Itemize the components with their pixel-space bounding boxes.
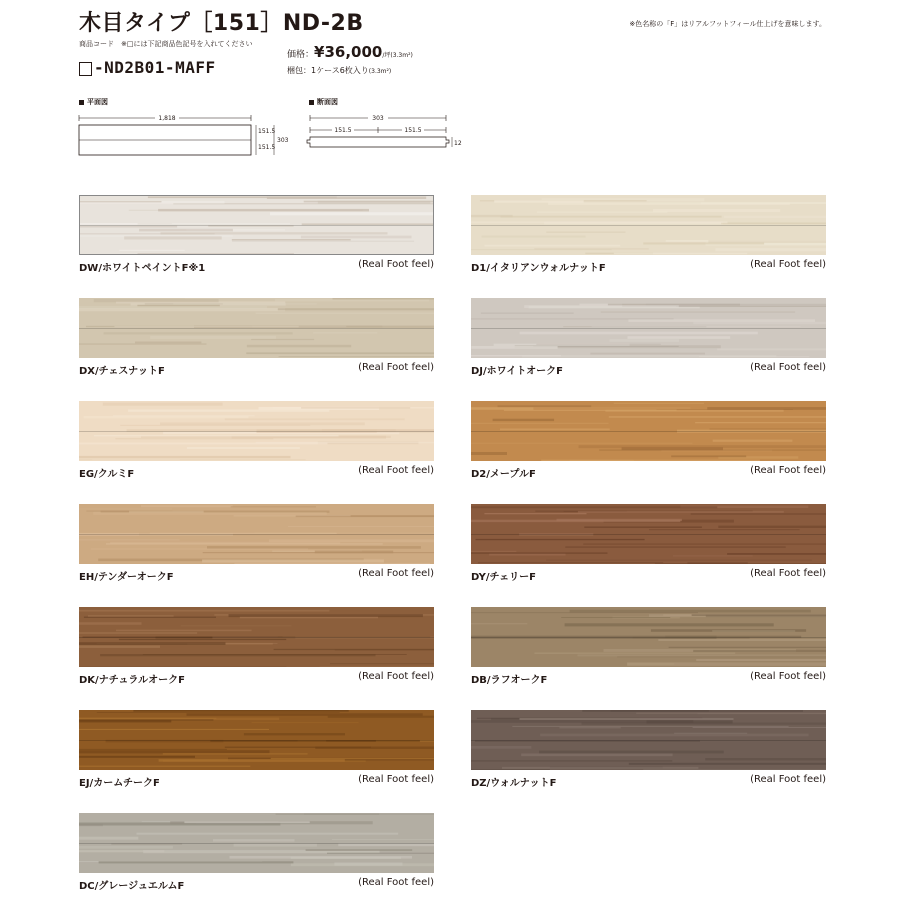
swatch-finish-label: (Real Foot feel) <box>358 259 434 270</box>
swatch-name: EG/クルミF <box>79 469 135 480</box>
section-thickness: 12 <box>454 140 462 147</box>
swatch-finish-label: (Real Foot feel) <box>750 259 826 270</box>
floor-swatch <box>471 504 826 564</box>
swatch-finish-label: (Real Foot feel) <box>750 671 826 682</box>
floor-swatch <box>471 298 826 358</box>
plank-joint <box>79 534 434 535</box>
plan-half-bottom: 151.5 <box>258 144 276 151</box>
swatch-finish-label: (Real Foot feel) <box>358 568 434 579</box>
swatch-finish-label: (Real Foot feel) <box>750 568 826 579</box>
swatch-name: DW/ホワイトペイントF※1 <box>79 263 206 274</box>
plank-joint <box>79 431 434 432</box>
plank-joint <box>471 534 826 535</box>
plan-view-label: 平面図 <box>79 97 108 107</box>
floor-swatch <box>79 504 434 564</box>
color-code-box <box>79 62 92 76</box>
plank-joint <box>79 328 434 329</box>
swatch-finish-label: (Real Foot feel) <box>358 877 434 888</box>
plank-joint <box>471 328 826 329</box>
swatch-name: DX/チェスナットF <box>79 366 165 377</box>
swatch-name: DY/チェリーF <box>471 572 536 583</box>
price-value: ¥36,000 <box>314 43 383 61</box>
floor-swatch <box>471 710 826 770</box>
swatch-name: D1/イタリアンウォルナットF <box>471 263 606 274</box>
plan-total-width: 303 <box>277 137 289 144</box>
floor-swatch <box>79 710 434 770</box>
plank-joint <box>471 225 826 226</box>
swatch-finish-label: (Real Foot feel) <box>358 465 434 476</box>
swatch-name: DJ/ホワイトオークF <box>471 366 563 377</box>
swatch-finish-label: (Real Foot feel) <box>358 362 434 373</box>
swatch-finish-label: (Real Foot feel) <box>358 774 434 785</box>
floor-swatch <box>471 195 826 255</box>
section-view-label: 断面図 <box>309 97 338 107</box>
floor-swatch <box>471 401 826 461</box>
plank-joint <box>79 637 434 638</box>
plank-joint <box>79 843 434 844</box>
swatch-name: DB/ラフオークF <box>471 675 548 686</box>
product-code: -ND2B01-MAFF <box>94 58 216 77</box>
swatch-name: EH/テンダーオークF <box>79 572 174 583</box>
plan-half-top: 151.5 <box>258 128 276 135</box>
price-unit: /坪(3.3m²) <box>382 52 413 59</box>
plank-joint <box>471 637 826 638</box>
plan-view-diagram <box>76 110 296 160</box>
price-label: 価格： <box>287 50 315 60</box>
swatch-finish-label: (Real Foot feel) <box>750 465 826 476</box>
swatch-name: EJ/カームチークF <box>79 778 160 789</box>
section-view-diagram <box>306 110 476 155</box>
page-title: 木目タイプ［151］ND-2B <box>79 11 364 36</box>
section-left: 151.5 <box>334 127 352 134</box>
section-total: 303 <box>372 115 384 122</box>
floor-swatch <box>471 607 826 667</box>
floor-swatch <box>79 607 434 667</box>
floor-swatch <box>79 195 434 255</box>
price <box>287 43 413 61</box>
floor-swatch <box>79 401 434 461</box>
plan-length: 1,818 <box>158 115 176 122</box>
plank-joint <box>79 740 434 741</box>
swatch-name: DK/ナチュラルオークF <box>79 675 185 686</box>
finish-note: ※色名称の「F」はリアルフットフィール仕上げを意味します。 <box>629 20 826 28</box>
swatch-name: DZ/ウォルナットF <box>471 778 557 789</box>
swatch-finish-label: (Real Foot feel) <box>358 671 434 682</box>
swatch-name: D2/メープルF <box>471 469 536 480</box>
plank-joint <box>80 225 433 226</box>
plank-joint <box>471 431 826 432</box>
packaging <box>287 65 391 76</box>
pack-unit: (3.3m²) <box>368 68 392 75</box>
swatch-name: DC/グレージュエルムF <box>79 881 185 892</box>
floor-swatch <box>79 298 434 358</box>
swatch-finish-label: (Real Foot feel) <box>750 362 826 373</box>
swatch-finish-label: (Real Foot feel) <box>750 774 826 785</box>
plank-joint <box>471 740 826 741</box>
section-right: 151.5 <box>404 127 422 134</box>
floor-swatch <box>79 813 434 873</box>
pack-label: 梱包：1ケース6枚入り <box>287 66 369 75</box>
product-code-label: 商品コード ※□には下記商品色記号を入れてください <box>79 40 253 48</box>
